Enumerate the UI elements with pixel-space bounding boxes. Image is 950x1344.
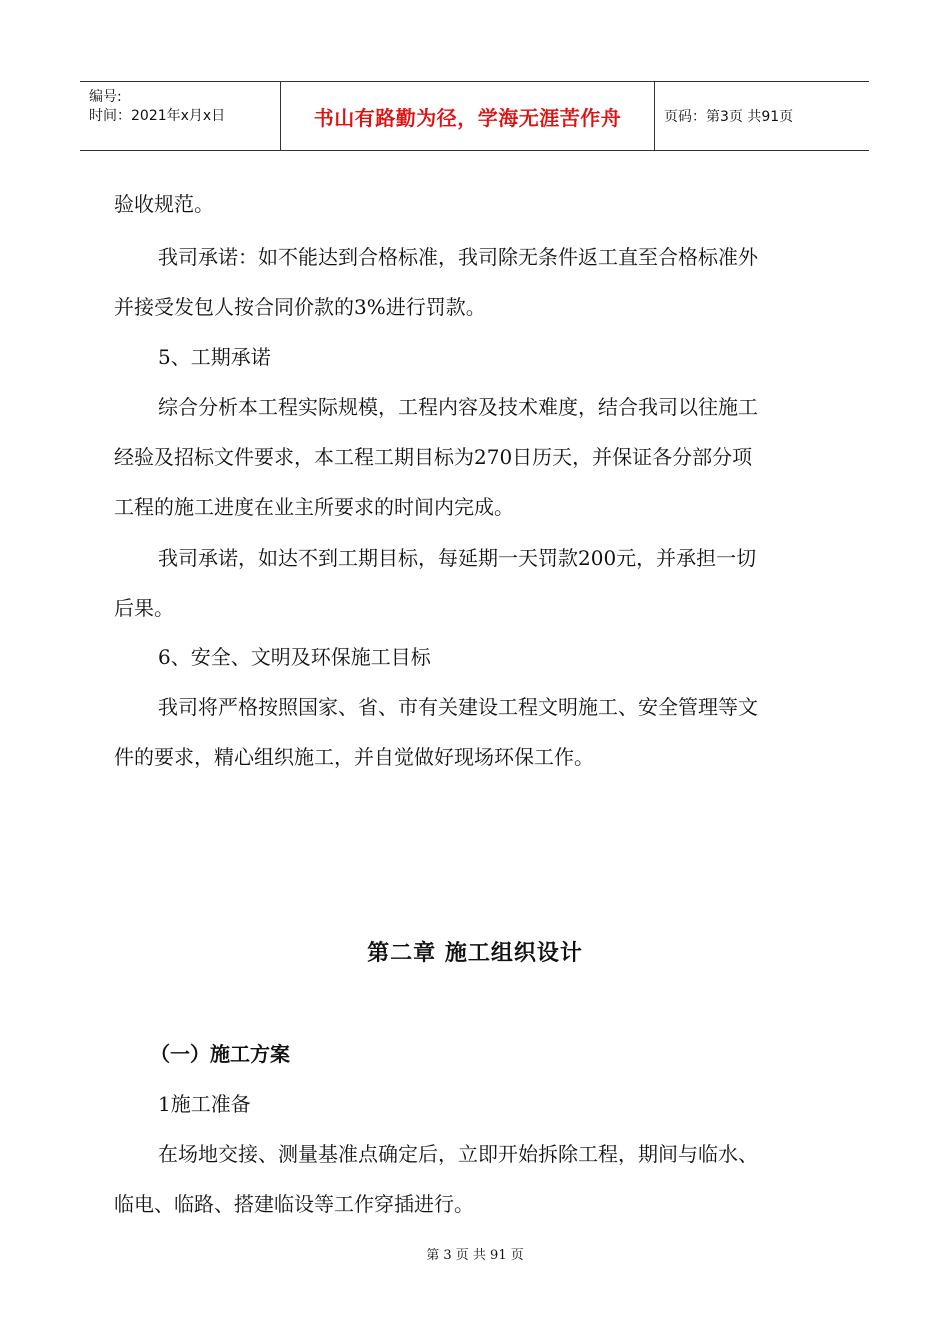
section-title: （一）施工方案 xyxy=(150,1042,290,1066)
page-header xyxy=(80,81,869,151)
paragraph-line: 工程的施工进度在业主所要求的时间内完成。 xyxy=(114,495,514,519)
paragraph-line: 后果。 xyxy=(114,596,174,620)
heading-line: 6、安全、文明及环保施工目标 xyxy=(158,645,431,669)
paragraph-line: 件的要求，精心组织施工，并自觉做好现场环保工作。 xyxy=(114,745,594,769)
paragraph-line: 我司承诺：如不能达到合格标准，我司除无条件返工直至合格标准外 xyxy=(158,245,758,269)
time-label: 时间：2021年x月x日 xyxy=(89,108,226,124)
paragraph-line: 我司承诺，如达不到工期目标，每延期一天罚款200元，并承担一切 xyxy=(158,546,757,570)
header-motto xyxy=(281,82,655,150)
paragraph-line: 验收规范。 xyxy=(114,192,214,216)
paragraph-line: 临电、临路、搭建临设等工作穿插进行。 xyxy=(114,1192,474,1216)
motto-text: 书山有路勤为径，学海无涯苦作舟 xyxy=(313,105,622,130)
paragraph-line: 并接受发包人按合同价款的3%进行罚款。 xyxy=(114,295,486,319)
header-meta xyxy=(80,82,281,150)
paragraph-line: 经验及招标文件要求，本工程工期目标为270日历天，并保证各分部分项 xyxy=(114,445,753,469)
header-page-label: 页码：第3页 共91页 xyxy=(664,109,794,125)
paragraph-line: 综合分析本工程实际规模，工程内容及技术难度，结合我司以往施工 xyxy=(158,395,758,419)
subheading-line: 1施工准备 xyxy=(158,1092,251,1116)
chapter-title: 第二章 施工组织设计 xyxy=(367,941,583,966)
page-footer: 第 3 页 共 91 页 xyxy=(426,1248,524,1263)
heading-line: 5、工期承诺 xyxy=(158,345,271,369)
paragraph-line: 我司将严格按照国家、省、市有关建设工程文明施工、安全管理等文 xyxy=(158,695,758,719)
paragraph-line: 在场地交接、测量基准点确定后，立即开始拆除工程，期间与临水、 xyxy=(158,1142,758,1166)
serial-label: 编号: xyxy=(89,89,122,105)
